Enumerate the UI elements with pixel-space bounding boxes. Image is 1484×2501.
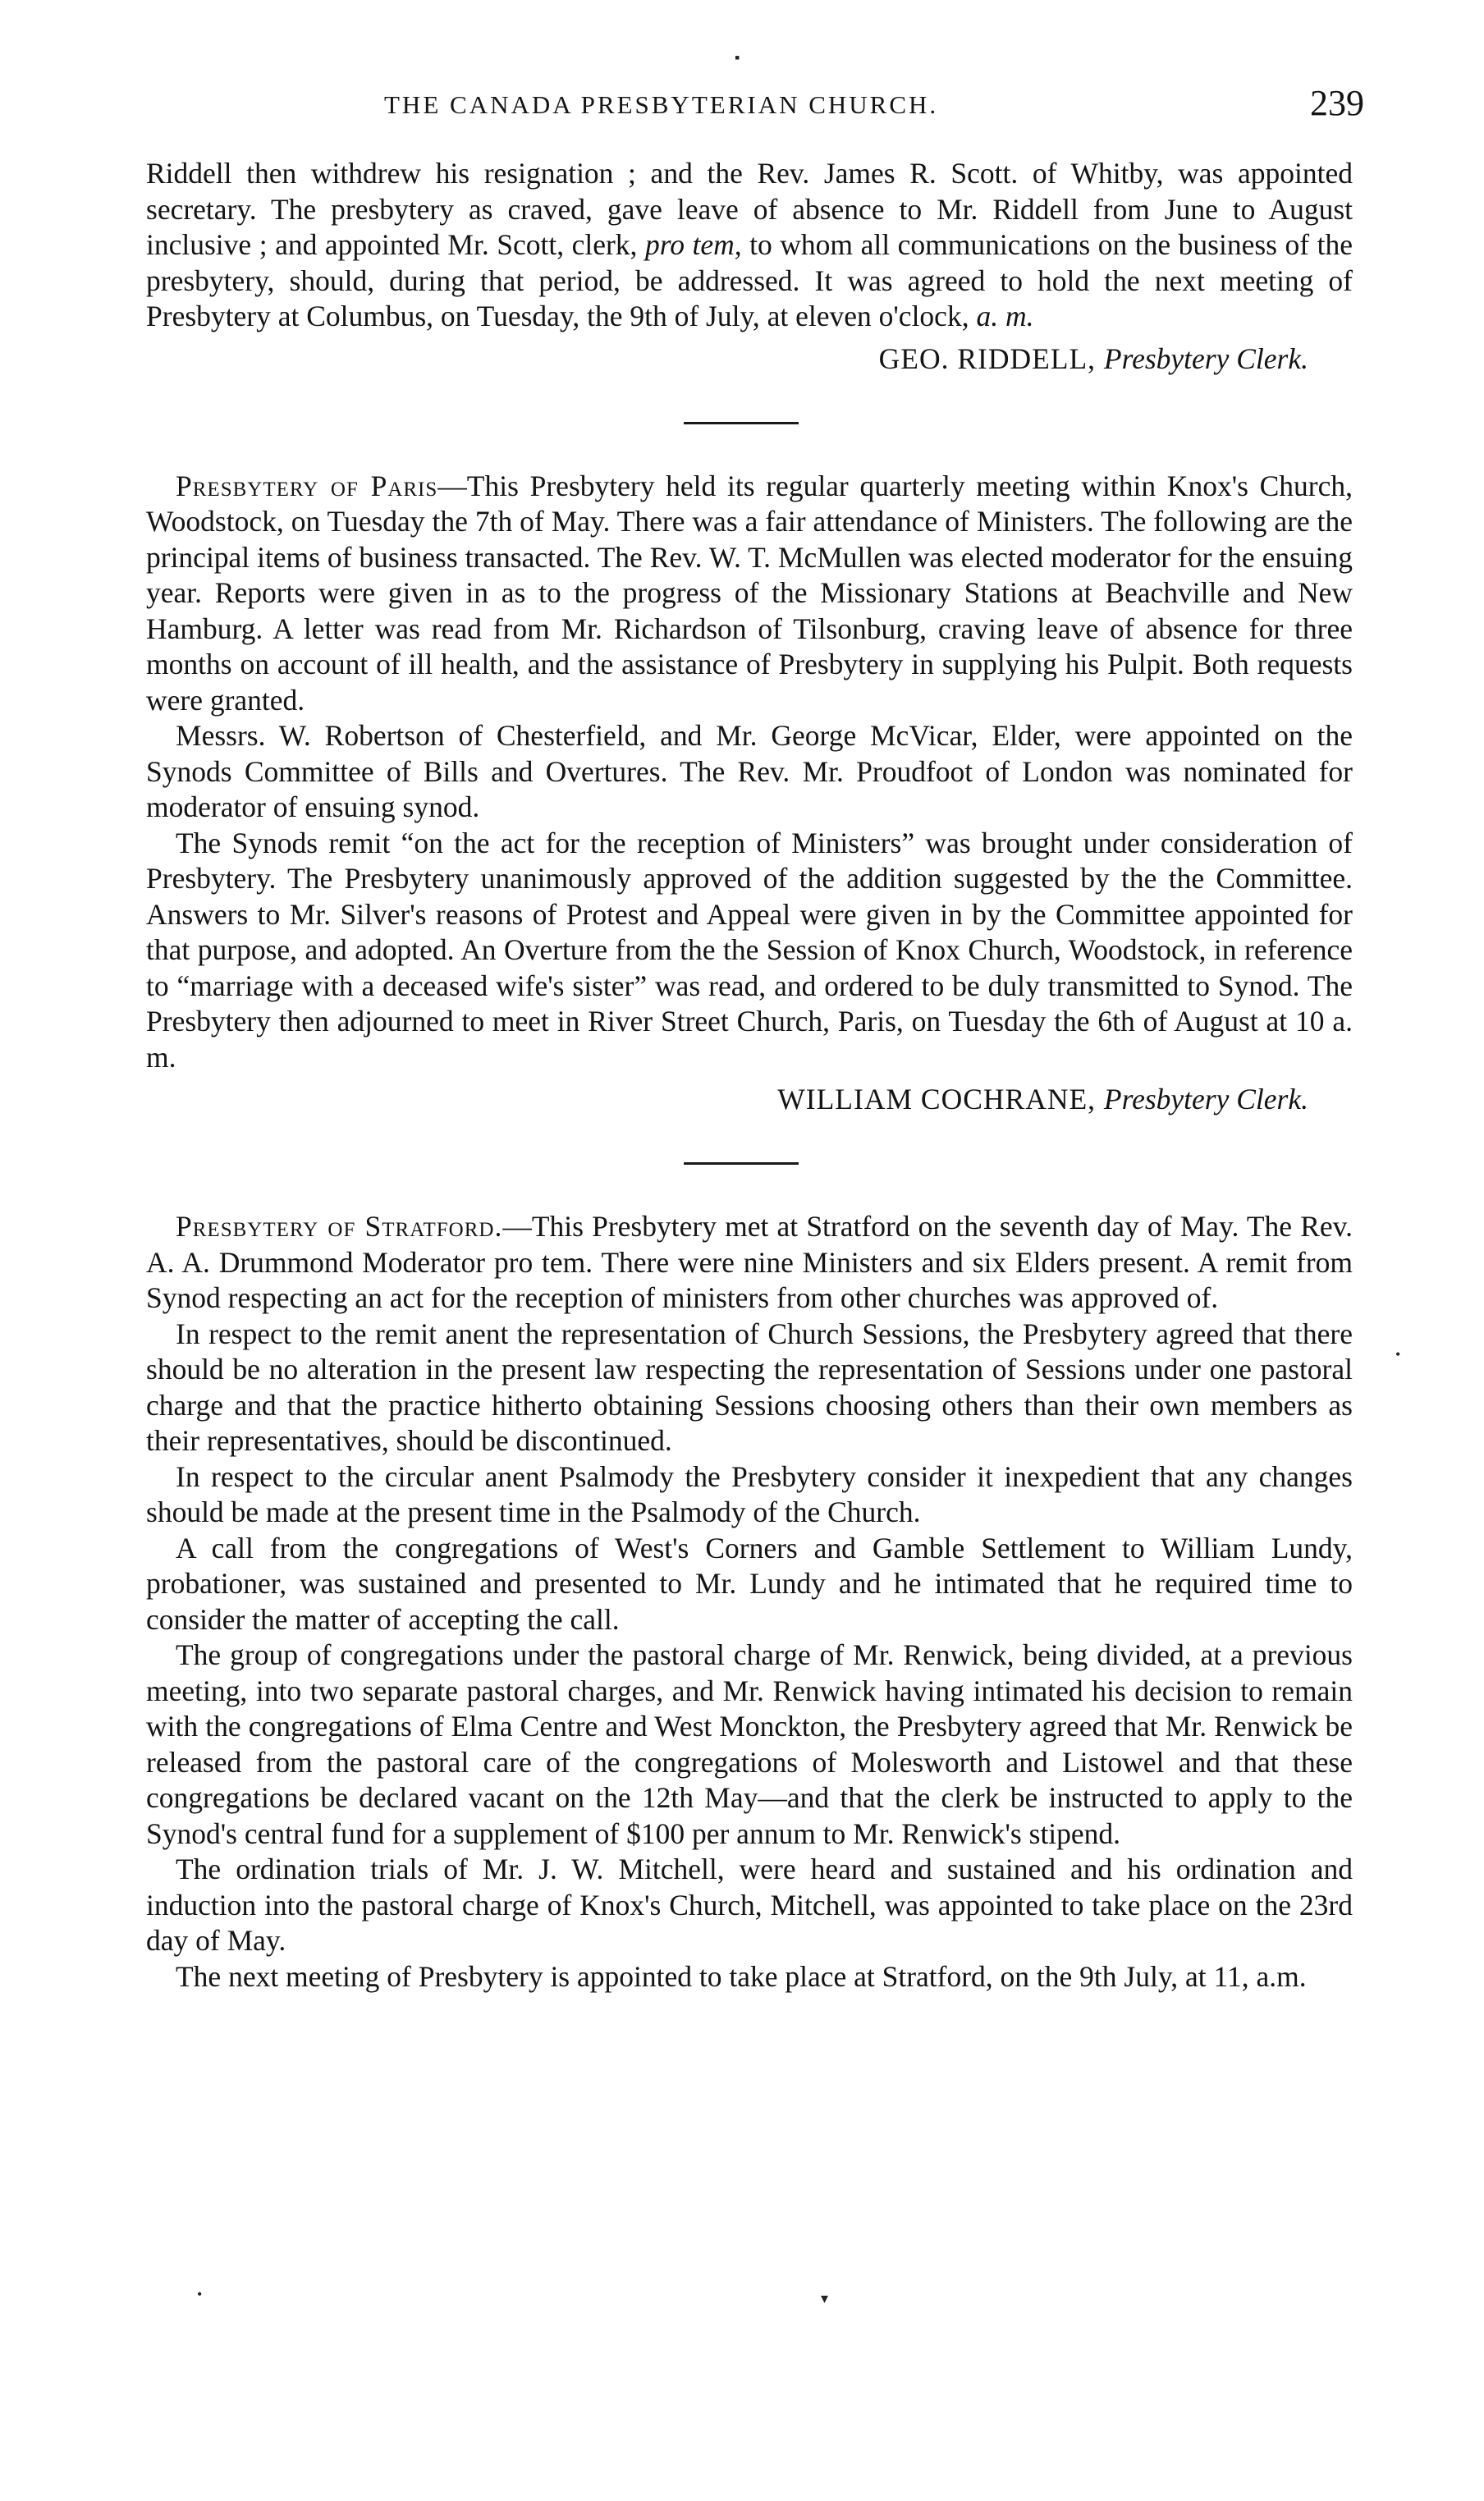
signature-role: Presbytery Clerk. [1103, 341, 1308, 375]
signature-role: Presbytery Clerk. [1103, 1083, 1308, 1115]
section-paris [146, 469, 1353, 1119]
paragraph [146, 156, 1353, 335]
running-title: THE CANADA PRESBYTERIAN CHURCH. [384, 90, 939, 119]
paragraph: The ordination trials of Mr. J. W. Mitchell, were heard and sustained and his ordination and induction into the pastoral charge of Knox's Church, Mitchell, was appointed to take place on the 23rd day of May. [146, 1853, 1353, 1957]
page-header [146, 66, 1364, 156]
scan-speck: ▪ [735, 49, 740, 66]
paragraph: In respect to the circular anent Psalmody the Presbytery consider it inexpedient that any changes should be made at the present time in the Psalmody of the Church. [146, 1459, 1353, 1528]
paragraph: Messrs. W. Robertson of Chesterfield, and Mr. George McVicar, Elder, were appointed on the Synods Committee of Bills and Overtures. The Rev. Mr. Proudfoot of London was nominated for moderator of ensuing synod. [146, 719, 1353, 823]
paragraph [146, 469, 1353, 719]
scan-speck: • [197, 2286, 203, 2302]
signature [146, 1080, 1308, 1118]
paragraph [146, 1209, 1353, 1317]
section-continuation [146, 156, 1353, 378]
section-heading: Presbytery of Stratford. [176, 1210, 503, 1243]
italic-run: a. m. [976, 300, 1034, 332]
page-number: 239 [1310, 83, 1364, 123]
text-run: Riddell then withdrew his resignation ; and the Rev. James R. Scott. of Whitby, was appointed secretary. The presbytery as craved, gave leave of absence to Mr. Riddell from June to August inclusive ; and appointed Mr. Scott, clerk, [146, 157, 1353, 261]
scan-speck: • [1395, 1346, 1401, 1363]
paragraph: The next meeting of Presbytery is appointed to take place at Stratford, on the 9th July, at 11, a.m. [176, 1959, 1307, 1993]
signature-name: WILLIAM COCHRANE, [777, 1083, 1097, 1115]
signature-name: GEO. RIDDELL, [878, 341, 1097, 375]
scan-speck: ▾ [821, 2290, 829, 2306]
italic-run: pro tem, [644, 228, 742, 261]
section-stratford [146, 1209, 1353, 1995]
section-divider [684, 1162, 799, 1165]
paragraph: The group of congregations under the pastoral charge of Mr. Renwick, being divided, at a previous meeting, into two separate pastoral charges, and Mr. Renwick having intimated his decision to remain with the congregations of Elma Centre and West Monckton, the Presbytery agreed that Mr. Renwick be released from the pastoral care of the congregations of Molesworth and Listowel and that these congregations be declared vacant on the 12th May—and that the clerk be instructed to apply to the Synod's central fund for a supplement of $100 per annum to Mr. Renwick's stipend. [146, 1638, 1353, 1850]
section-heading: Presbytery of Paris [176, 469, 438, 502]
paragraph: A call from the congregations of West's Corners and Gamble Settlement to William Lundy, probationer, was sustained and presented to Mr. Lundy and he intimated that he required time to consider the matter of accepting the call. [146, 1531, 1353, 1636]
text-run: —This Presbytery met at Stratford on the seventh day of May. The Rev. A. A. Drummond Moderator pro tem. There were nine Ministers and six Elders present. A remit from Synod respecting an act for the reception of ministers from other churches was approved of. [146, 1210, 1353, 1314]
signature [146, 340, 1308, 378]
paragraph: In respect to the remit anent the representation of Church Sessions, the Presbytery agreed that there should be no alteration in the present law respecting the representation of Sessions under one pastoral charge and that the practice hitherto obtaining Sessions choosing others than their own members as their representatives, should be discontinued. [146, 1317, 1353, 1457]
text-run: to whom all communications on the business of the presbytery, should, during that period, be addressed. It was agreed to hold the next meeting of Presbytery at Columbus, on Tuesday, the 9th of July, at eleven o'clock, [146, 228, 1353, 332]
section-divider [684, 422, 799, 424]
paragraph: The Synods remit “on the act for the reception of Ministers” was brought under consideration of Presbytery. The Presbytery unanimously approved of the addition suggested by the the Committee. Answers to Mr. Silver's reasons of Protest and Appeal were given in by the Committee appointed for that purpose, and adopted. An Overture from the the Session of Knox Church, Woodstock, in reference to “marriage with a deceased wife's sister” was read, and ordered to be duly transmitted to Synod. The Presbytery then adjourned to meet in River Street Church, Paris, on Tuesday the 6th of August at 10 a. m. [146, 826, 1353, 1074]
text-run: —This Presbytery held its regular quarterly meeting within Knox's Church, Woodstock, on Tuesday the 7th of May. There was a fair attendance of Ministers. The following are the principal items of business transacted. The Rev. W. T. McMullen was elected moderator for the ensuing year. Reports were given in as to the progress of the Missionary Stations at Beachville and New Hamburg. A letter was read from Mr. Richardson of Tilsonburg, craving leave of absence for three months on account of ill health, and the assistance of Presbytery in supplying his Pulpit. Both requests were granted. [146, 469, 1353, 717]
document-page [146, 66, 1364, 1995]
